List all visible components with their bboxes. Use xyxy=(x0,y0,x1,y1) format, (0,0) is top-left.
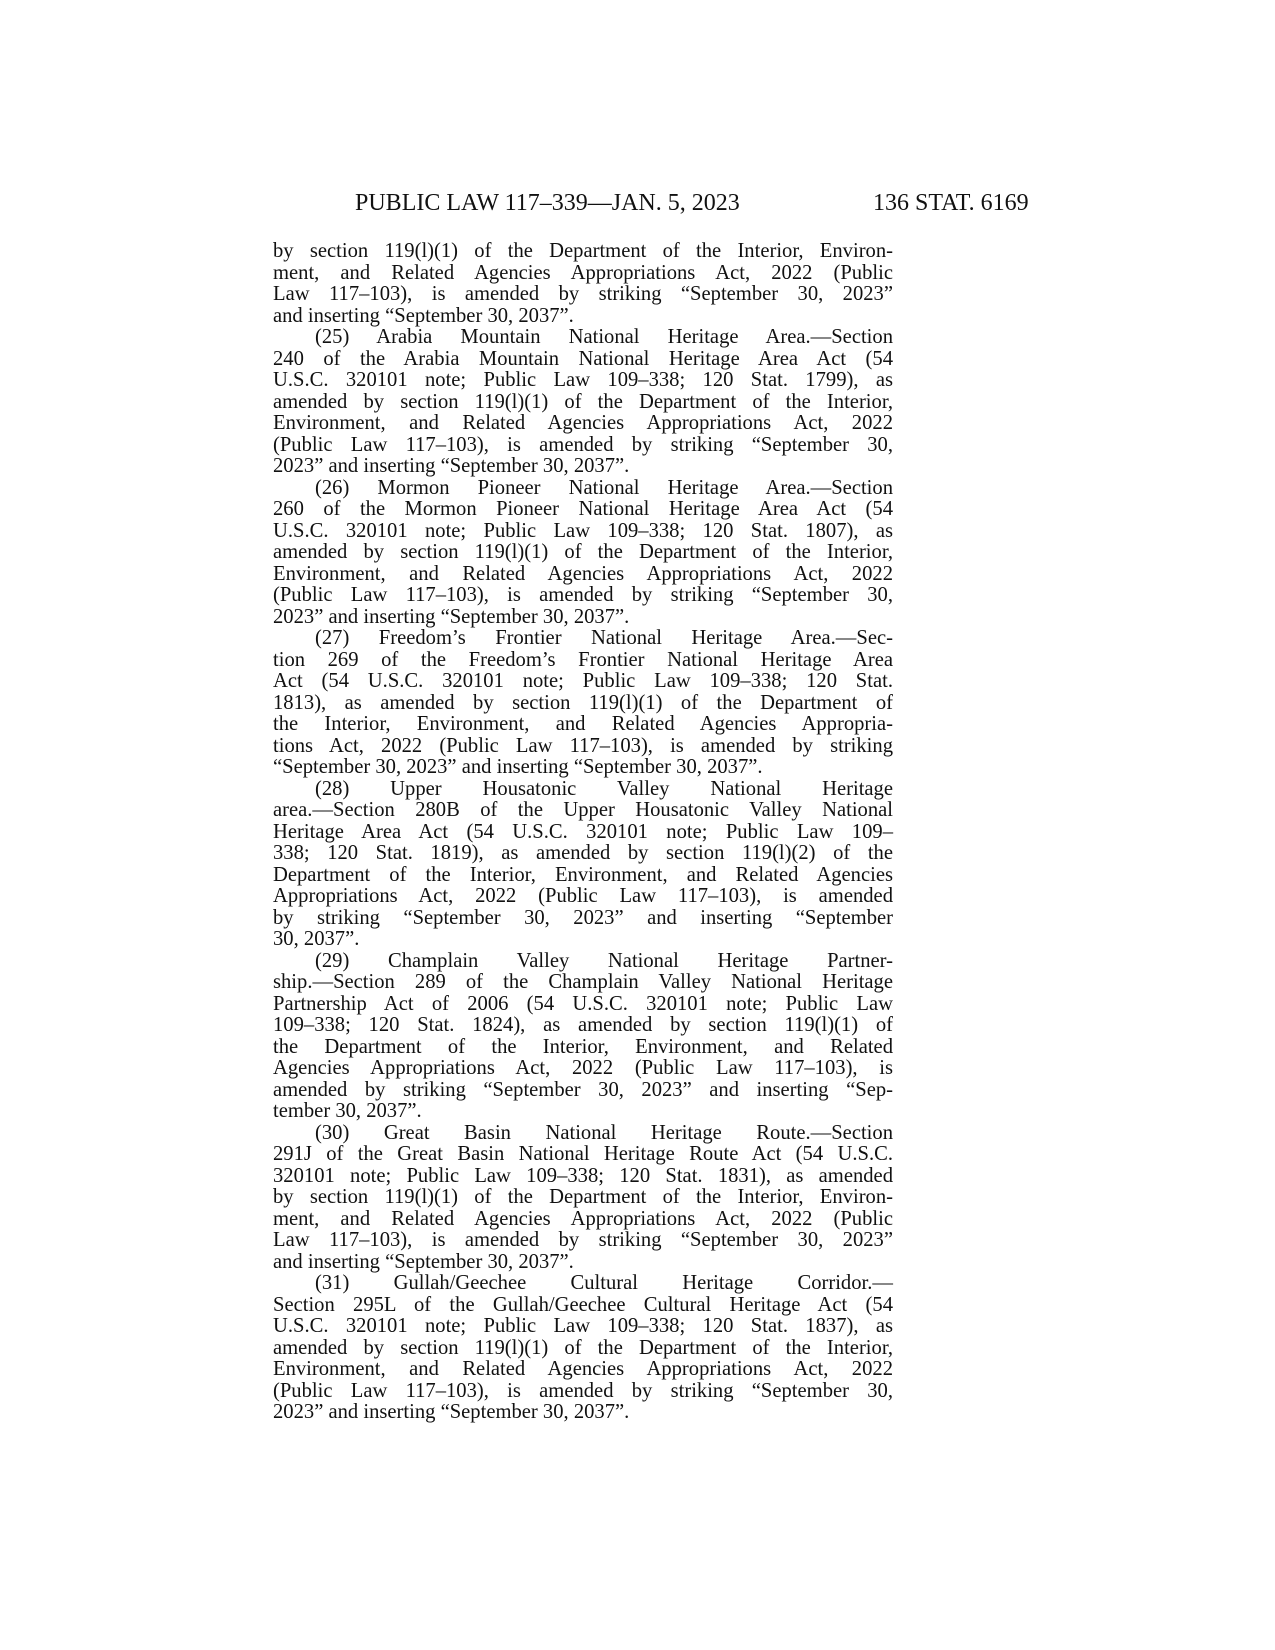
text-line: 260 of the Mormon Pioneer National Heritage Area Act (54 xyxy=(273,498,893,520)
text-line: ment, and Related Agencies Appropriations Act, 2022 (Public xyxy=(273,1207,893,1230)
text-line: the Department of the Interior, Environment, and Related xyxy=(273,1035,893,1058)
text-line: amended by section 119(l)(1) of the Department of the Interior, xyxy=(273,1336,893,1359)
text-line: (Public Law 117–103), is amended by striking “September 30, xyxy=(273,1379,893,1402)
text-line: Department of the Interior, Environment, and Related Agencies xyxy=(273,863,893,886)
text-line: by section 119(l)(1) of the Department of the Interior, Environ- xyxy=(273,1186,893,1208)
text-line: Environment, and Related Agencies Appropriations Act, 2022 xyxy=(273,562,893,585)
text-line: (27) Freedom’s Frontier National Heritage Area.—Sec- xyxy=(315,627,893,649)
text-line: 2023” and inserting “September 30, 2037”. xyxy=(273,605,630,628)
text-line: (30) Great Basin National Heritage Route.—Section xyxy=(315,1121,893,1144)
text-line: Heritage Area Act (54 U.S.C. 320101 note; Public Law 109– xyxy=(273,820,893,843)
text-line: and inserting “September 30, 2037”. xyxy=(273,1250,574,1273)
text-line: amended by section 119(l)(1) of the Department of the Interior, xyxy=(273,541,893,563)
text-line: amended by striking “September 30, 2023” and inserting “Sep- xyxy=(273,1078,893,1101)
text-line: Environment, and Related Agencies Appropriations Act, 2022 xyxy=(273,1358,893,1380)
text-line: tions Act, 2022 (Public Law 117–103), is amended by striking xyxy=(273,734,893,757)
page-number: 136 STAT. 6169 xyxy=(873,190,1029,216)
running-header-title: PUBLIC LAW 117–339—JAN. 5, 2023 xyxy=(355,190,740,216)
text-line: “September 30, 2023” and inserting “September 30, 2037”. xyxy=(273,756,763,778)
text-line: by section 119(l)(1) of the Department of the Interior, Environ- xyxy=(273,240,893,262)
text-line: (Public Law 117–103), is amended by striking “September 30, xyxy=(273,584,893,606)
text-line: (26) Mormon Pioneer National Heritage Area.—Section xyxy=(315,476,893,499)
text-line: 320101 note; Public Law 109–338; 120 Stat. 1831), as amended xyxy=(273,1164,893,1187)
text-line: Section 295L of the Gullah/Geechee Cultural Heritage Act (54 xyxy=(273,1293,893,1316)
text-line: U.S.C. 320101 note; Public Law 109–338; 120 Stat. 1807), as xyxy=(273,519,893,542)
paragraph-25 xyxy=(273,327,893,478)
text-line: (31) Gullah/Geechee Cultural Heritage Corridor.— xyxy=(315,1272,893,1294)
text-line: Environment, and Related Agencies Appropriations Act, 2022 xyxy=(273,412,893,434)
text-line: the Interior, Environment, and Related Agencies Appropria- xyxy=(273,713,893,735)
text-line: amended by section 119(l)(1) of the Department of the Interior, xyxy=(273,390,893,413)
text-line: 1813), as amended by section 119(l)(1) of the Department of xyxy=(273,691,893,714)
text-line: tion 269 of the Freedom’s Frontier National Heritage Area xyxy=(273,648,893,671)
text-line: Appropriations Act, 2022 (Public Law 117–103), is amended xyxy=(273,885,893,907)
text-line: tember 30, 2037”. xyxy=(273,1100,422,1122)
text-line: 338; 120 Stat. 1819), as amended by section 119(l)(2) of the xyxy=(273,842,893,864)
text-line: ship.—Section 289 of the Champlain Valley National Heritage xyxy=(273,971,893,993)
text-line: ment, and Related Agencies Appropriations Act, 2022 (Public xyxy=(273,261,893,284)
text-line: 30, 2037”. xyxy=(273,928,360,950)
paragraph-26 xyxy=(273,478,893,629)
text-line: 291J of the Great Basin National Heritage Route Act (54 U.S.C. xyxy=(273,1143,893,1165)
text-line: Act (54 U.S.C. 320101 note; Public Law 109–338; 120 Stat. xyxy=(273,670,893,692)
paragraph-27 xyxy=(273,628,893,779)
continued-paragraph xyxy=(273,241,893,327)
paragraph-31 xyxy=(273,1273,893,1424)
text-line: 240 of the Arabia Mountain National Heritage Area Act (54 xyxy=(273,347,893,370)
paragraph-30 xyxy=(273,1123,893,1274)
text-line: (Public Law 117–103), is amended by striking “September 30, xyxy=(273,433,893,456)
text-line: Law 117–103), is amended by striking “September 30, 2023” xyxy=(273,283,893,305)
text-line: (29) Champlain Valley National Heritage Partner- xyxy=(315,949,893,972)
text-line: U.S.C. 320101 note; Public Law 109–338; 120 Stat. 1837), as xyxy=(273,1315,893,1337)
paragraph-28 xyxy=(273,779,893,951)
paragraph-29 xyxy=(273,951,893,1123)
text-line: 109–338; 120 Stat. 1824), as amended by section 119(l)(1) of xyxy=(273,1014,893,1036)
text-line: 2023” and inserting “September 30, 2037”. xyxy=(273,455,630,477)
text-line: by striking “September 30, 2023” and inserting “September xyxy=(273,906,893,929)
text-line: 2023” and inserting “September 30, 2037”. xyxy=(273,1401,630,1423)
text-line: U.S.C. 320101 note; Public Law 109–338; 120 Stat. 1799), as xyxy=(273,369,893,391)
statute-body xyxy=(273,241,893,1424)
text-line: (28) Upper Housatonic Valley National Heritage xyxy=(315,777,893,800)
text-line: area.—Section 280B of the Upper Housatonic Valley National xyxy=(273,799,893,821)
text-line: Law 117–103), is amended by striking “September 30, 2023” xyxy=(273,1229,893,1251)
text-line: Agencies Appropriations Act, 2022 (Public Law 117–103), is xyxy=(273,1057,893,1079)
text-line: Partnership Act of 2006 (54 U.S.C. 320101 note; Public Law xyxy=(273,992,893,1015)
text-line: and inserting “September 30, 2037”. xyxy=(273,304,574,327)
text-line: (25) Arabia Mountain National Heritage Area.—Section xyxy=(315,326,893,348)
